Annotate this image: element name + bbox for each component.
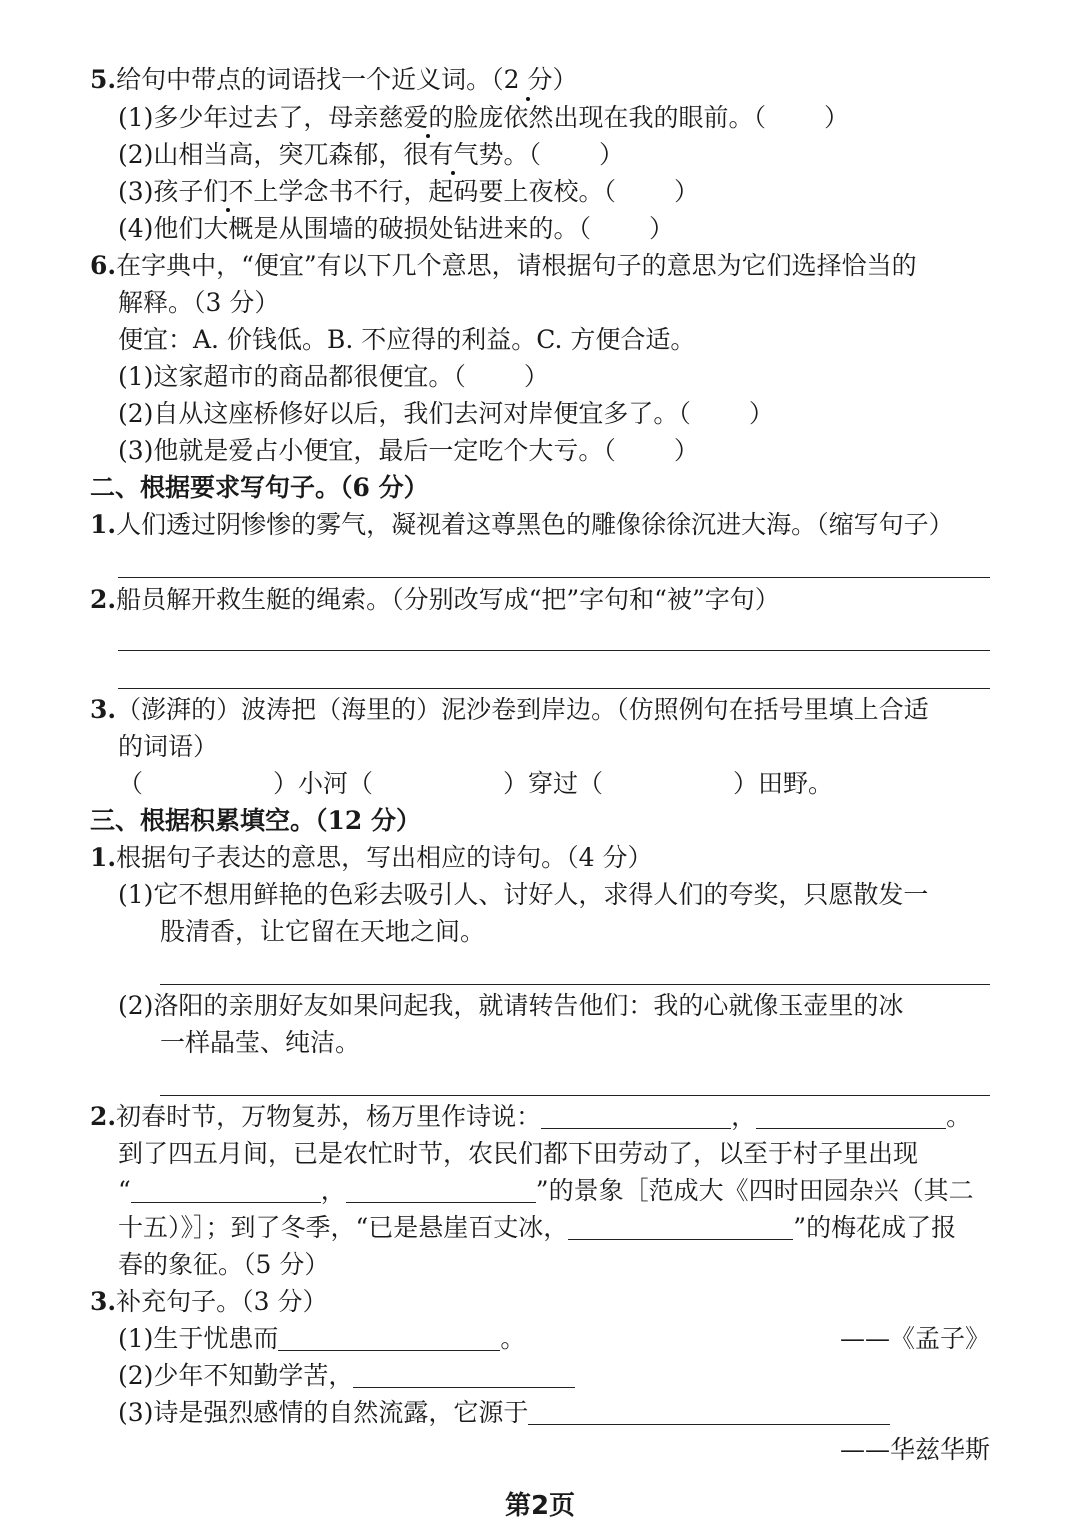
paren-close: ） [648, 214, 674, 243]
sec3-q3-item-3-text: (3)诗是强烈感情的自然流露，它源于 [118, 1398, 529, 1427]
dotted-word: 大概 [203, 211, 253, 247]
sec3-q3-item-1 [118, 1321, 525, 1357]
sec2-q3-text-line-1: （澎湃的）波涛把（海里的）泥沙卷到岸边。（仿照例句在括号里填上合适 [116, 695, 929, 724]
answer-blank[interactable] [346, 1176, 536, 1203]
sec3-q2-l4-text: 十五）》］；到了冬季，“已是悬崖百丈冰， [118, 1213, 569, 1242]
q6-number: 6. [90, 251, 117, 280]
sec3-q1-item-1-line-1: (1)它不想用鲜艳的色彩去吸引人、讨好人，求得人们的夸奖，只愿散发一 [118, 880, 929, 909]
sec2-q1-text: 人们透过阴惨惨的雾气，凝视着这尊黑色的雕像徐徐沉进大海。（缩写句子） [116, 510, 954, 539]
q5-title-text: 给句中带点的词语找一个近义词。（2 分） [116, 65, 578, 94]
q5-item-2-pre: (2)山相当高，突兀森郁， [118, 140, 404, 169]
sec3-q2-l4-tail: ”的梅花成了报 [793, 1213, 957, 1242]
sec2-q1 [90, 507, 954, 543]
fill-word-field: ）田野。 [733, 769, 834, 798]
sec3-q1-item-2-line-2: 一样晶莹、纯洁。 [160, 1028, 361, 1057]
sec3-q2-line-2: 到了四五月间，已是农忙时节，农民们都下田劳动了，以至于村子里出现 [118, 1139, 919, 1168]
answer-blank[interactable] [568, 1213, 793, 1240]
fill-word-river: ）小河（ [273, 769, 374, 798]
sec3-q1-item-2-line-1: (2)洛阳的亲朋好友如果问起我，就请转告他们：我的心就像玉壶里的冰 [118, 991, 904, 1020]
sec3-q3-title: 补充句子。（3 分） [116, 1287, 328, 1316]
sec2-q2 [90, 582, 780, 618]
fill-word-through: ）穿过（ [503, 769, 604, 798]
q6-options: 便宜：A. 价钱低。B. 不应得的利益。C. 方便合适。 [118, 325, 696, 354]
source-wordsworth: ——华兹华斯 [839, 1435, 990, 1464]
q5-item-2 [118, 137, 624, 173]
answer-line[interactable] [118, 688, 990, 689]
sec3-q3-item-1-text: (1)生于忧患而 [118, 1324, 279, 1353]
period: 。 [946, 1102, 972, 1131]
q6-item-1 [118, 359, 549, 395]
sec2-q1-number: 1. [90, 510, 117, 539]
answer-line[interactable] [118, 577, 990, 578]
q5-item-1-post: 出现在我的眼前。（ [553, 103, 766, 132]
comma: ， [731, 1102, 757, 1131]
dotted-word: 很有 [403, 137, 453, 173]
paren-close: ） [598, 140, 624, 169]
sec3-q1-number: 1. [90, 843, 117, 872]
sec2-q2-text: 船员解开救生艇的绳索。（分别改写成“把”字句和“被”字句） [116, 585, 780, 614]
section-3-heading: 三、根据积累填空。（12 分） [90, 806, 421, 835]
q6-item-2 [118, 396, 774, 432]
paren-close: ） [673, 436, 699, 465]
sec3-q1-title: 根据句子表达的意思，写出相应的诗句。（4 分） [116, 843, 653, 872]
comma: ， [320, 1176, 346, 1205]
q5-item-4 [118, 211, 674, 247]
answer-blank[interactable] [131, 1176, 321, 1203]
answer-line[interactable] [118, 650, 990, 651]
dotted-word: 依然 [503, 100, 553, 136]
q6-title-line-1: 在字典中，“便宜”有以下几个意思，请根据句子的意思为它们选择恰当的 [116, 251, 917, 280]
q5-number: 5. [90, 65, 117, 94]
sec3-q1 [90, 840, 652, 876]
period: 。 [500, 1324, 526, 1353]
q5-item-3-pre: (3)孩子们不上学念书不行， [118, 177, 429, 206]
sec3-q3-item-2 [118, 1358, 575, 1394]
sec3-q3-number: 3. [90, 1287, 117, 1316]
sec3-q3 [90, 1284, 327, 1320]
answer-blank[interactable] [278, 1324, 500, 1351]
q5-item-2-post: 气势。（ [453, 140, 541, 169]
sec2-q3-fill-line [118, 766, 833, 802]
q6-item-3-text: (3)他就是爱占小便宜，最后一定吃个大亏。（ [118, 436, 616, 465]
sec3-q2-line-3 [118, 1173, 974, 1209]
sec3-q2-l1-text: 初春时节，万物复苏，杨万里作诗说： [116, 1102, 542, 1131]
q5-item-1 [118, 100, 849, 136]
sec3-q1-item-1-line-2: 股清香，让它留在天地之间。 [160, 917, 486, 946]
answer-line[interactable] [160, 984, 990, 985]
quote-open: “ [118, 1176, 131, 1205]
answer-blank[interactable] [528, 1398, 890, 1425]
page-number: 第2页 [504, 1491, 576, 1521]
answer-blank[interactable] [353, 1361, 575, 1388]
sec3-q3-item-3 [118, 1395, 890, 1431]
source-mencius: ——《孟子》 [839, 1324, 990, 1353]
q5-item-4-post: 是从围墙的破损处钻进来的。（ [253, 214, 591, 243]
sec3-q2-line-5: 春的象征。（5 分） [118, 1250, 330, 1279]
paren-close: ） [523, 362, 549, 391]
sec2-q3-text-line-2: 的词语） [118, 732, 219, 761]
q5-item-3-post: 要上夜校。（ [478, 177, 616, 206]
answer-line[interactable] [160, 1095, 990, 1096]
q6-item-3 [118, 433, 699, 469]
sec3-q2-l3-text: ”的景象［范成大《四时田园杂兴（其二 [535, 1176, 974, 1205]
q5-item-1-pre: (1)多少年过去了，母亲慈爱的脸庞 [118, 103, 504, 132]
sec3-q2-line-1 [90, 1099, 971, 1135]
sec2-q2-number: 2. [90, 585, 117, 614]
paren-close: ） [823, 103, 849, 132]
answer-blank[interactable] [541, 1102, 731, 1129]
q5-item-3 [118, 174, 699, 210]
sec2-q3 [90, 692, 929, 728]
sec3-q2-number: 2. [90, 1102, 117, 1131]
section-2-heading: 二、根据要求写句子。（6 分） [90, 473, 429, 502]
q6-title-line-2: 解释。（3 分） [118, 288, 280, 317]
q6-item-1-text: (1)这家超市的商品都很便宜。（ [118, 362, 466, 391]
sec2-q3-number: 3. [90, 695, 117, 724]
q6-item-2-text: (2)自从这座桥修好以后，我们去河对岸便宜多了。（ [118, 399, 691, 428]
dotted-word: 起码 [428, 174, 478, 210]
q5-title [90, 62, 577, 98]
q6-title [90, 248, 917, 284]
paren-close: ） [748, 399, 774, 428]
sec3-q2-line-4 [118, 1210, 956, 1246]
paren-open: （ [118, 769, 144, 798]
sec3-q3-item-2-text: (2)少年不知勤学苦， [118, 1361, 354, 1390]
q5-item-4-pre: (4)他们 [118, 214, 204, 243]
answer-blank[interactable] [756, 1102, 946, 1129]
paren-close: ） [673, 177, 699, 206]
